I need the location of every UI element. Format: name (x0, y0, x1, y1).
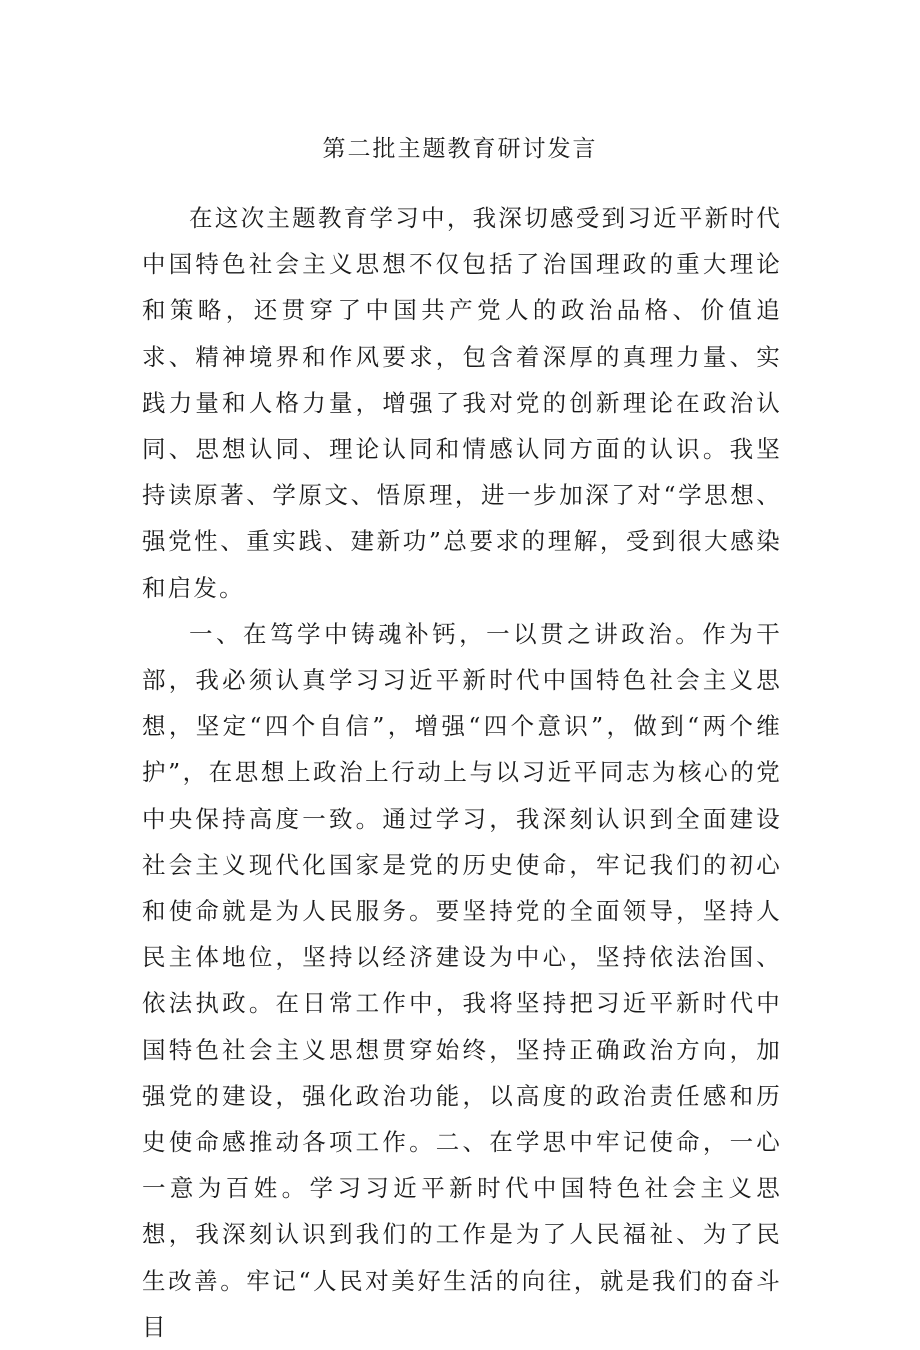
paragraph-section-one: 一、在笃学中铸魂补钙，一以贯之讲政治。作为干部，我必须认真学习习近平新时代中国特色社会主义思想，坚定“四个自信”，增强“四个意识”，做到“两个维护”，在思想上政治上行动上与以习近平同志为核心的党中央保持高度一致。通过学习，我深刻认识到全面建设社会主义现代化国家是党的历史使命，牢记我们的初心和使命就是为人民服务。要坚持党的全面领导，坚持人民主体地位，坚持以经济建设为中心，坚持依法治国、依法执政。在日常工作中，我将坚持把习近平新时代中国特色社会主义思想贯穿始终，坚持正确政治方向，加强党的建设，强化政治功能，以高度的政治责任感和历史使命感推动各项工作。二、在学思中牢记使命，一心一意为百姓。学习习近平新时代中国特色社会主义思想，我深刻认识到我们的工作是为了人民福祉、为了民生改善。牢记“人民对美好生活的向往，就是我们的奋斗目 (142, 619, 782, 1341)
paragraph-intro: 在这次主题教育学习中，我深切感受到习近平新时代中国特色社会主义思想不仅包括了治国理政的重大理论和策略，还贯穿了中国共产党人的政治品格、价值追求、精神境界和作风要求，包含着深厚的真理力量、实践力量和人格力量，增强了我对党的创新理论在政治认同、思想认同、理论认同和情感认同方面的认识。我坚持读原著、学原文、悟原理，进一步加深了对“学思想、强党性、重实践、建新功”总要求的理解，受到很大感染和启发。 (142, 204, 782, 602)
document-title: 第二批主题教育研讨发言 (322, 136, 598, 162)
document-body (142, 195, 782, 1350)
